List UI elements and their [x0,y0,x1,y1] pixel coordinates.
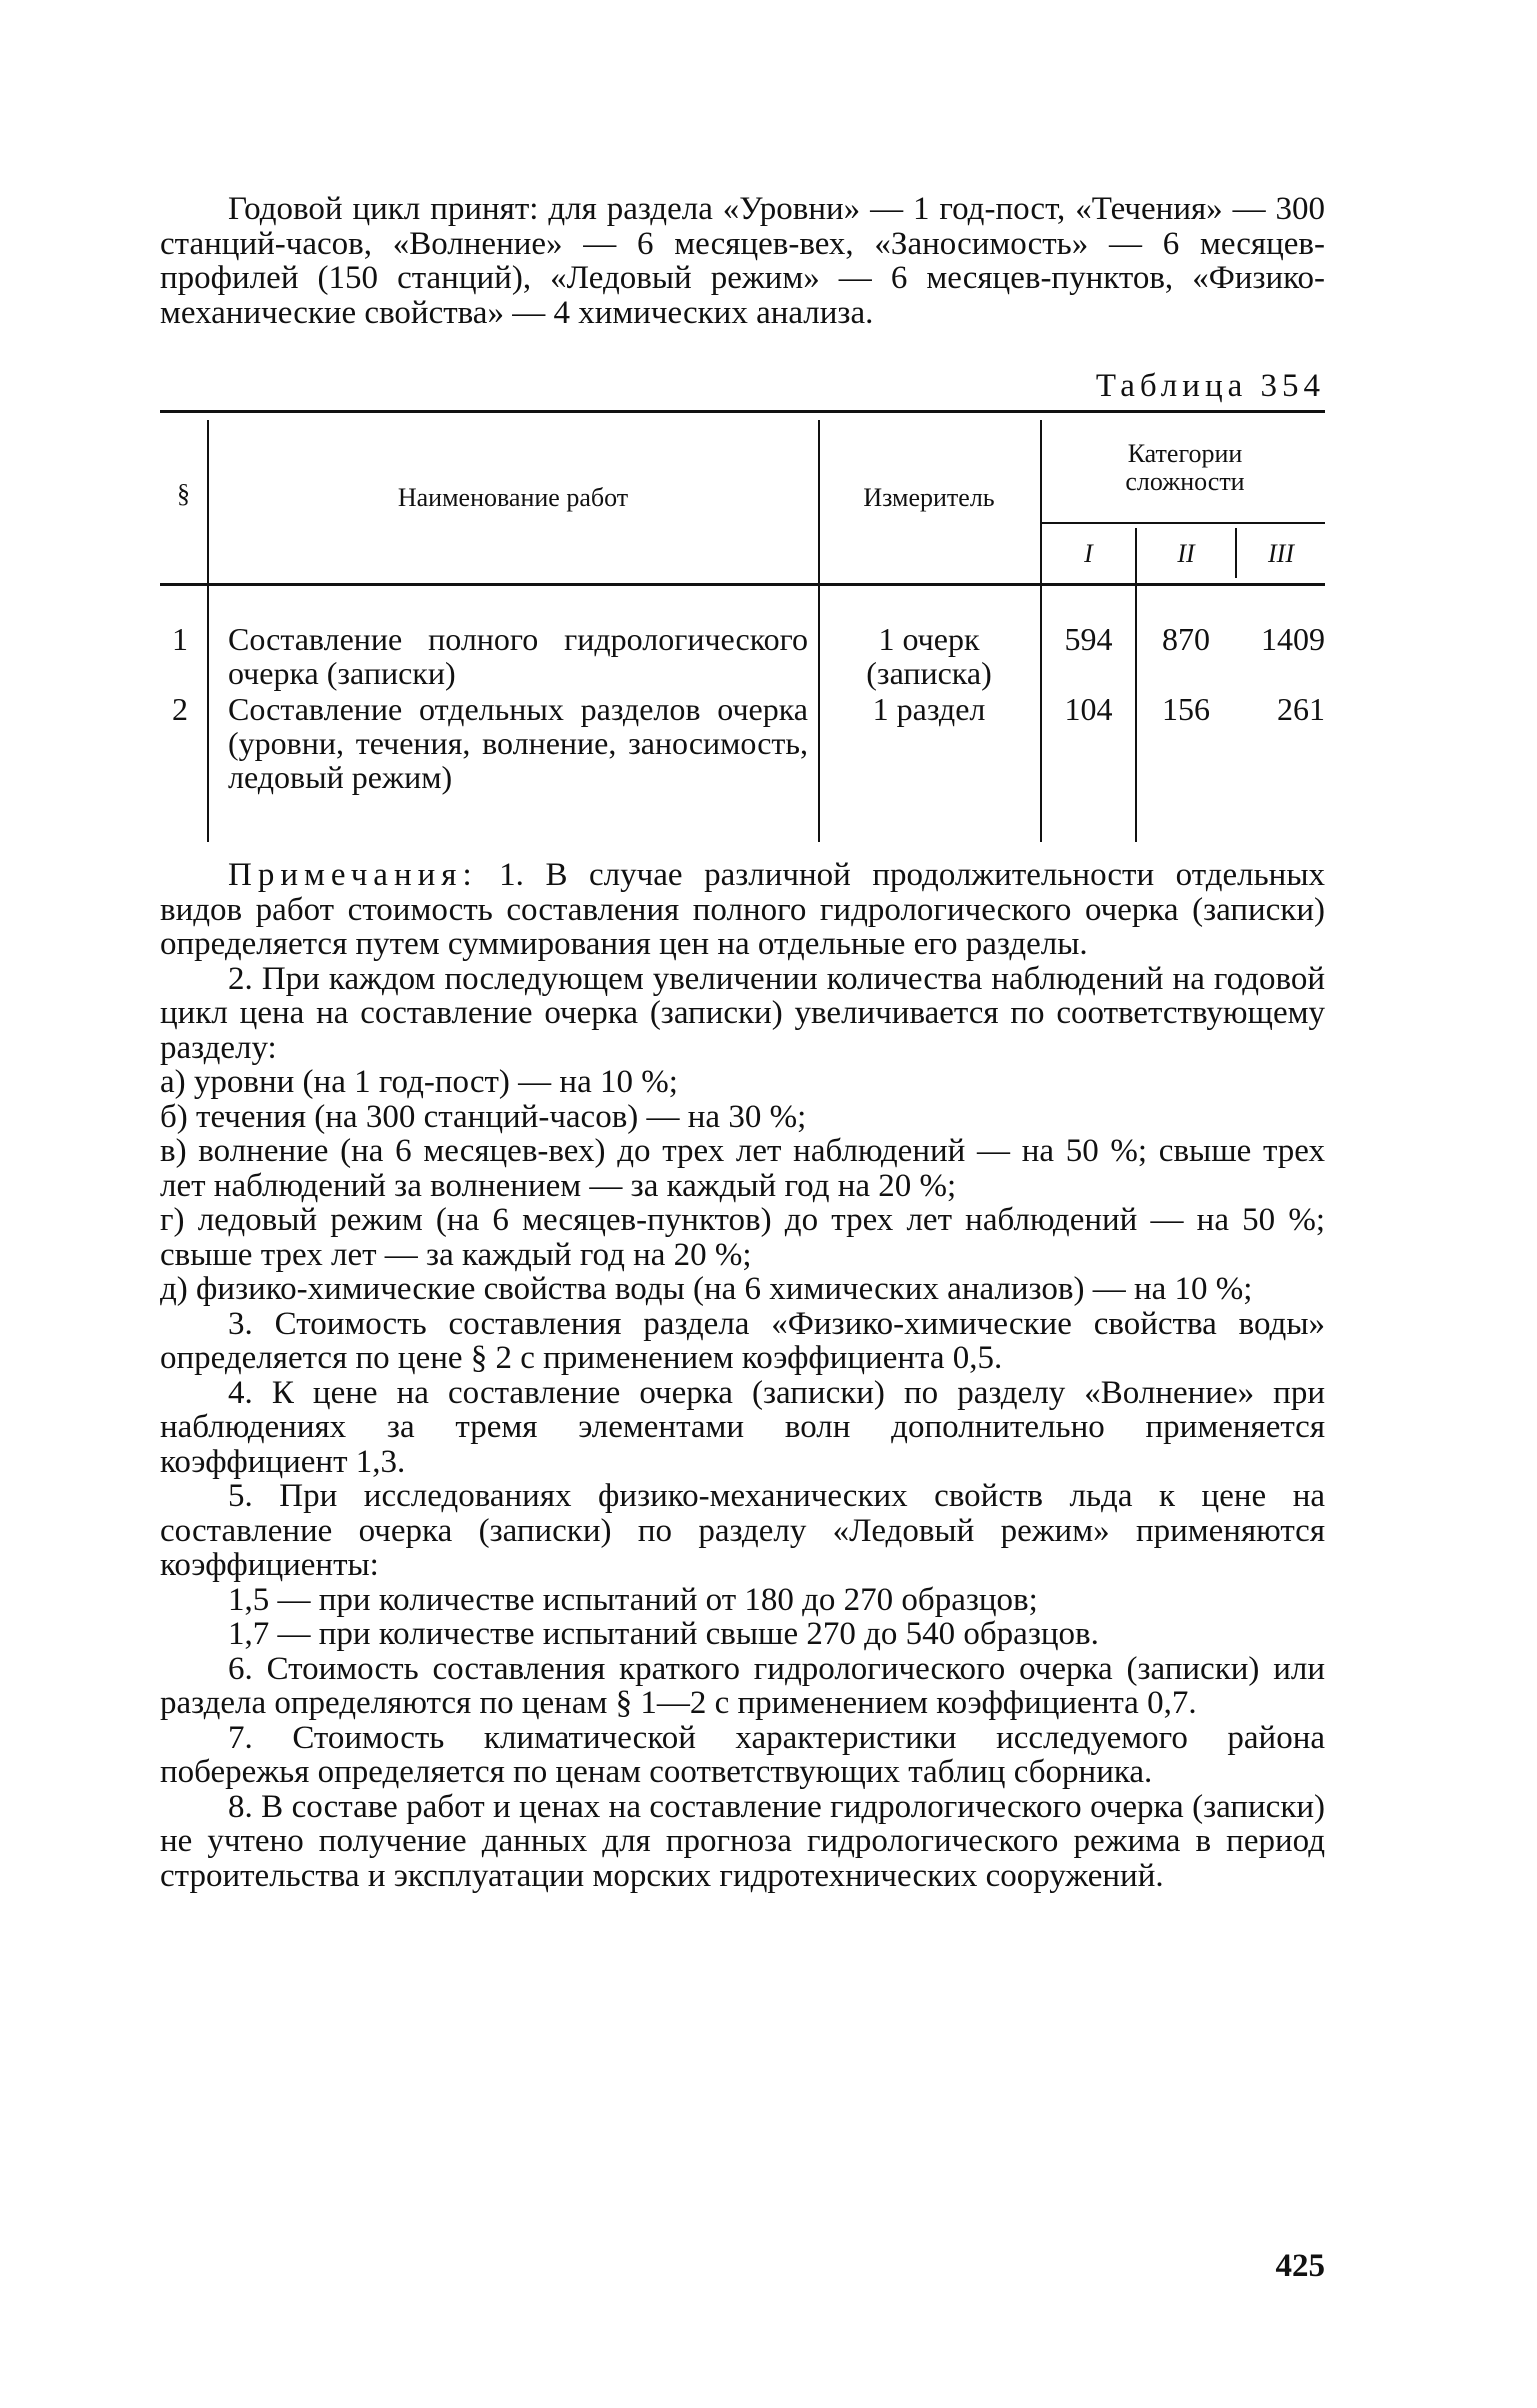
row-1-cat-3: 1409 [1261,621,1325,657]
row-2-num: 2 [172,691,188,727]
intro-section [160,192,1325,330]
row-1-unit: 1 очерк (записка) [866,621,992,691]
row-2-unit: 1 раздел [872,691,986,727]
note-2-c: в) волнение (на 6 месяцев-вех) до трех лет наблюдений — на 50 %; свыше трех лет наблюдений за волнением — за каждый год на 20 %; [160,1133,1325,1204]
table-caption: Таблица 354 [1095,368,1325,404]
notes-section [160,858,1325,1893]
table-top-rule [160,410,1325,413]
price-table [160,410,1325,842]
notes-label: Примечания: [228,857,478,893]
row-1-num: 1 [172,621,188,657]
header-name: Наименование работ [397,483,629,512]
intro-paragraph: Годовой цикл принят: для раздела «Уровни» — 1 год-пост, «Течения» — 300 станций-часов, «Волнение» — 6 месяцев-вех, «Заносимость» — 6 месяцев-профилей (150 станций), «Ледовый режим» — 6 месяцев-пунктов, «Физико-механические свойства» — 4 химических анализа. [160,191,1325,331]
header-categories: Категории сложности [1125,439,1245,496]
page-number: 425 [1275,2248,1325,2284]
row-2-name: Составление отдельных разделов очерка (уровни, течения, волнение, заносимость, ледовый режим) [228,691,808,795]
row-2-cat-3: 261 [1277,691,1325,727]
row-2-cat-1: 104 [1064,691,1113,727]
note-2-a: а) уровни (на 1 год-пост) — на 10 %; [160,1064,678,1100]
header-unit: Измеритель [863,483,995,512]
header-cat-2: II [1177,539,1195,568]
header-num: § [177,479,190,508]
note-2-d: г) ледовый режим (на 6 месяцев-пунктов) до трех лет наблюдений — на 50 %; свыше трех лет — за каждый год на 20 %; [160,1202,1325,1273]
note-8: 8. В составе работ и ценах на составление гидрологического очерка (записки) не учтено получение данных для прогноза гидрологического режима в период строительства и эксплуатации морских гидротехнических сооружений. [160,1788,1325,1894]
note-5-coef-1: 1,5 — при количестве испытаний от 180 до 270 образцов; [228,1581,1038,1618]
note-2-e: д) физико-химические свойства воды (на 6 химических анализов) — на 10 %; [160,1271,1253,1307]
note-1 [160,858,1325,962]
categories-subheader-rule [1040,522,1325,524]
header-cat-1: I [1084,539,1093,568]
row-1-cat-1: 594 [1064,621,1113,657]
note-5: 5. При исследованиях физико-механических свойств льда к цене на составление очерка (записки) по разделу «Ледовый режим» применяются коэффициенты: [160,1478,1325,1583]
note-3: 3. Стоимость составления раздела «Физико-химические свойства воды» определяется по цене § 2 с применением коэффициента 0,5. [160,1305,1325,1376]
note-1-text: 1. В случае различной продолжительности отдельных видов работ стоимость составления полного гидрологического очерка (записки) определяется путем суммирования цен на отдельные его разделы. [160,857,1326,962]
note-2-intro: 2. При каждом последующем увеличении количества наблюдений на годовой цикл цена на составление очерка (записки) увеличивается по соответствующему разделу: [160,960,1325,1066]
col-divider-1 [207,420,209,842]
header-bottom-rule [160,583,1325,586]
header-cat-3: III [1268,539,1294,568]
row-1-name: Составление полного гидрологического очерка (записки) [228,621,808,691]
note-4: 4. К цене на составление очерка (записки) по разделу «Волнение» при наблюдениях за тремя элементами волн дополнительно применяется коэффициент 1,3. [160,1374,1325,1480]
note-6: 6. Стоимость составления краткого гидрологического очерка (записки) или раздела определяются по ценам § 1—2 с применением коэффициента 0,7. [160,1650,1325,1721]
note-2-b: б) течения (на 300 станций-часов) — на 30 %; [160,1098,807,1135]
note-7: 7. Стоимость климатической характеристики исследуемого района побережья определяется по ценам соответствующих таблиц сборника. [160,1719,1325,1790]
row-1-cat-2: 870 [1162,621,1210,657]
note-5-coef-2: 1,7 — при количестве испытаний свыше 270 до 540 образцов. [228,1616,1099,1652]
row-2-cat-2: 156 [1162,691,1210,727]
col-divider-4 [1135,528,1137,842]
